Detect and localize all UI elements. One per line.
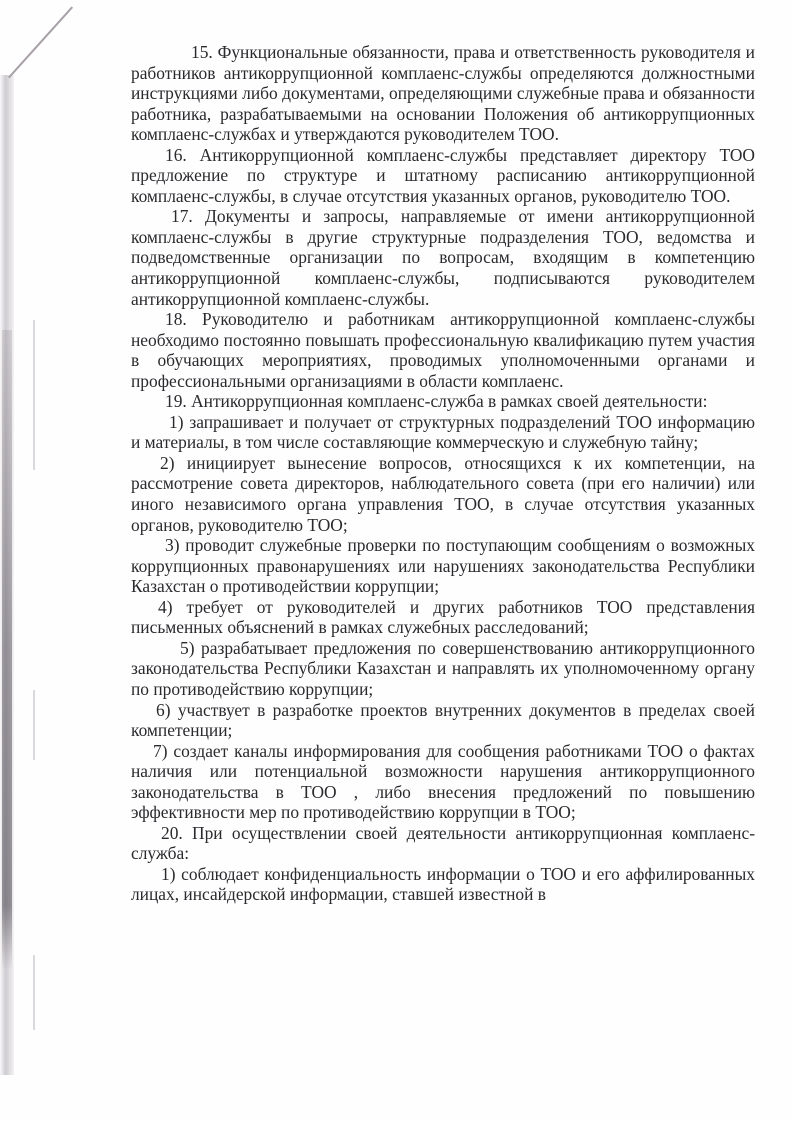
paragraph-17: 17. Документы и запросы, направляемые от имени антикоррупционной комплаенс-службы в другие структурные подразделения ТОО, ведомства и подведомственные организации по вопросам, входящим в компетенцию антикоррупционной комплаенс-службы, подписываются руководителем антикоррупционной комплаенс-службы. (131, 206, 755, 309)
paragraph-19-item-7: 7) создает каналы информирования для сообщения работниками ТОО о фактах наличия или потенциальной возможности нарушения антикоррупционного законодательства в ТОО , либо внесения предложений по повышению эффективности мер по противодействию коррупции в ТОО; (131, 740, 755, 823)
paragraph-20-item-1: 1) соблюдает конфиденциальность информации о ТОО и его аффилированных лицах, инсайдерской информации, ставшей известной в (131, 863, 755, 905)
paragraph-19-item-4: 4) требует от руководителей и других работников ТОО представления письменных объяснений в рамках служебных расследований; (131, 596, 755, 638)
paragraph-19-item-5: 5) разрабатывает предложения по совершенствованию антикоррупционного законодательства Республики Казахстан и направлять их уполномоченному органу по противодействию коррупции; (131, 637, 755, 699)
scan-artifact-line (33, 955, 35, 1030)
paragraph-19: 19. Антикоррупционная комплаенс-служба в рамках своей деятельности: (165, 391, 708, 412)
paragraph-19-item-1: 1) запрашивает и получает от структурных подразделений ТОО информацию и материалы, в том числе составляющие коммерческую и служебную тайну; (131, 411, 755, 453)
paragraph-18: 18. Руководителю и работникам антикоррупционной комплаенс-службы необходимо постоянно повышать профессиональную квалификацию путем участия в обучающих мероприятиях, проводимых уполномоченными органами и профессиональными организациями в области комплаенс. (131, 309, 755, 391)
scan-artifact-line (33, 690, 35, 760)
paragraph-19-item-3: 3) проводит служебные проверки по поступающим сообщениям о возможных коррупционных правонарушениях или нарушениях законодательства Республики Казахстан о противодействии коррупции; (131, 535, 755, 597)
paragraph-20: 20. При осуществлении своей деятельности антикоррупционная комплаенс-служба: (131, 822, 755, 864)
document-body (131, 42, 755, 905)
paragraph-19-item-2: 2) инициирует вынесение вопросов, относящихся к их компетенции, на рассмотрение совета директоров, наблюдательного совета (при его наличии) или иного независимого органа управления ТОО, в случае отсутствия указанных органов, руководителю ТОО; (131, 452, 755, 535)
page-fold-mark (8, 6, 73, 78)
scan-artifact-line (33, 320, 35, 470)
scan-edge-shadow-dark (2, 330, 12, 970)
paragraph-15: 15. Функциональные обязанности, права и ответственность руководителя и работников антикоррупционной комплаенс-службы определяются должностными инструкциями либо документами, определяющими служебные права и обязанности работника, разрабатываемыми на основании Положения об антикоррупционных комплаенс-службах и утверждаются руководителем ТОО. (131, 42, 755, 145)
paragraph-16: 16. Антикоррупционной комплаенс-службы представляет директору ТОО предложение по структуре и штатному расписанию антикоррупционной комплаенс-службы, в случае отсутствия указанных органов, руководителю ТОО. (131, 144, 755, 206)
paragraph-19-item-6: 6) участвует в разработке проектов внутренних документов в пределах своей компетенции; (131, 699, 755, 741)
